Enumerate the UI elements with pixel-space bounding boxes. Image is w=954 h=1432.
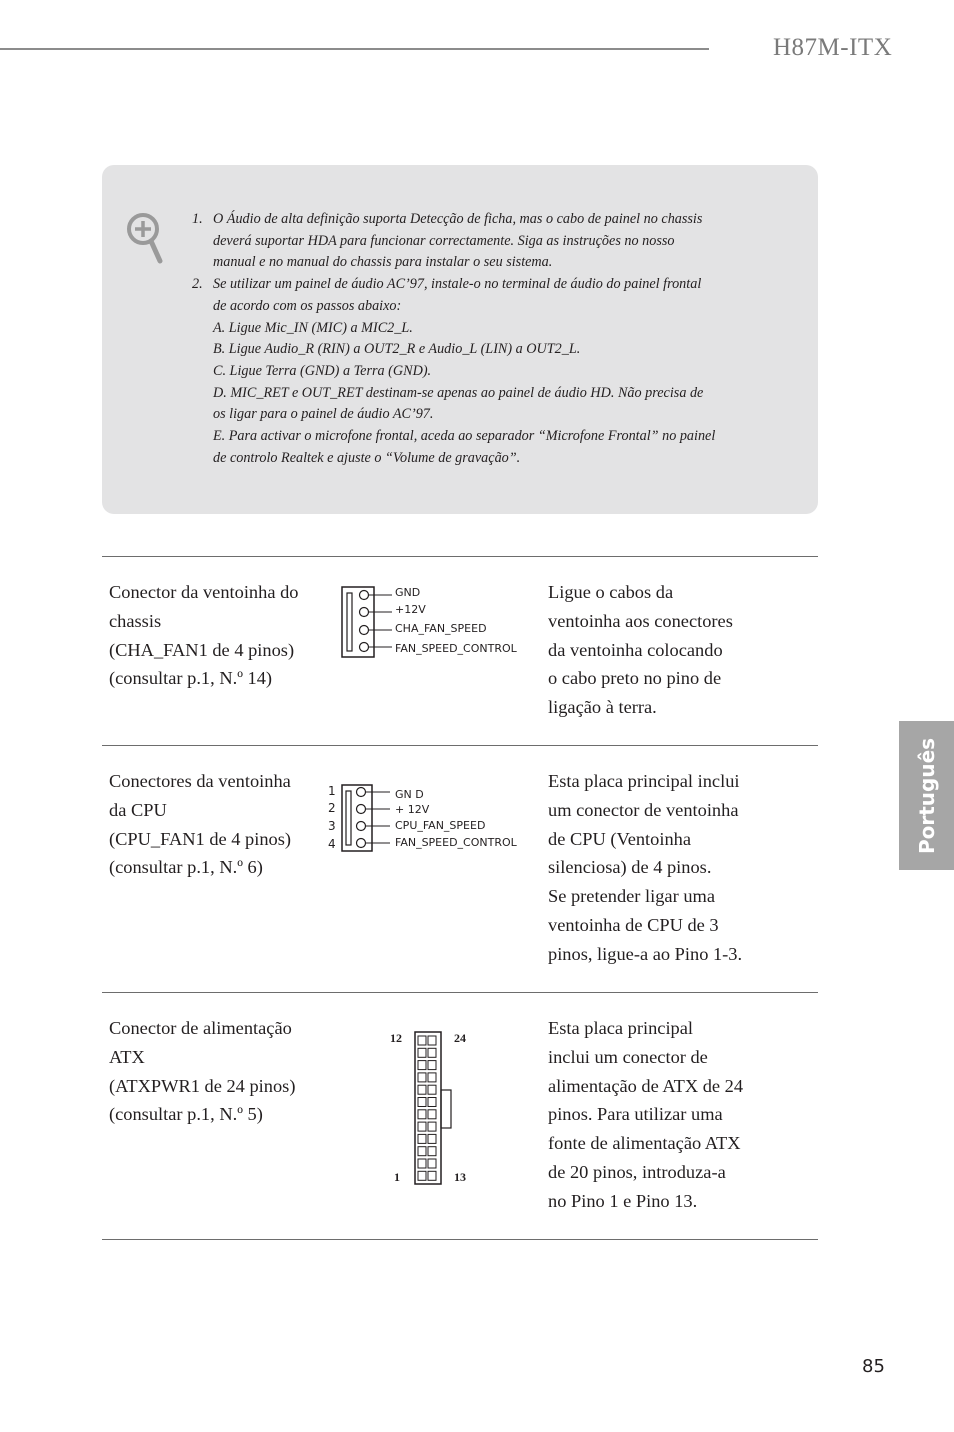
chassis-fan-connector-diagram — [340, 585, 540, 661]
desc-line: ventoinha aos conectores — [548, 610, 733, 631]
note-line: E. Para activar o microfone frontal, aceda ao separador “Microfone Frontal” no painel — [213, 428, 716, 445]
pin-label-gnd: GND — [395, 586, 421, 599]
desc-line: alimentação de ATX de 24 — [548, 1075, 744, 1096]
note-line: os ligar para o painel de áudio AC’97. — [213, 406, 434, 423]
atx-pin-13: 13 — [454, 1170, 466, 1184]
atx-pin — [428, 1134, 436, 1143]
atx-pin — [418, 1110, 426, 1119]
cpu-fan-connector-diagram — [326, 784, 536, 854]
desc-line: um conector de ventoinha — [548, 799, 739, 820]
atx-pin — [428, 1122, 436, 1131]
note-text — [213, 274, 752, 469]
atx-pin — [428, 1098, 436, 1107]
note-line: B. Ligue Audio_R (RIN) a OUT2_R e Audio_L (LIN) a OUT2_L. — [213, 341, 581, 358]
pin-label-12v: + 12V — [395, 803, 430, 816]
atx-pin — [418, 1122, 426, 1131]
pin-number: 4 — [328, 837, 336, 851]
desc-line: o cabo preto no pino de — [548, 668, 722, 689]
note-line: Se utilizar um painel de áudio AC’97, instale-o no terminal de áudio do painel frontal — [213, 276, 702, 293]
atx-pin — [418, 1134, 426, 1143]
atx-pin — [428, 1110, 436, 1119]
pin-label-fan-control: FAN_SPEED_CONTROL — [395, 836, 517, 849]
label-line: (ATXPWR1 de 24 pinos) — [109, 1075, 296, 1096]
language-tab-label: Português — [914, 737, 939, 854]
cpu-fan-description — [548, 767, 768, 969]
atx-pin — [428, 1073, 436, 1082]
label-line: Conector da ventoinha do — [109, 582, 299, 602]
desc-line: Ligue o cabos da — [548, 582, 674, 602]
atx-pin-24: 24 — [454, 1031, 466, 1045]
label-line: (consultar p.1, N.º 6) — [109, 857, 263, 878]
atx-pin — [418, 1036, 426, 1045]
chassis-fan-label — [109, 578, 324, 693]
note-line: deverá suportar HDA para funcionar correctamente. Siga as instruções no nosso — [213, 232, 675, 249]
row-divider — [102, 992, 818, 993]
atx-pin — [418, 1073, 426, 1082]
atx-pin-12: 12 — [390, 1031, 402, 1045]
desc-line: pinos. Para utilizar uma — [548, 1104, 723, 1125]
atx-power-label — [109, 1014, 324, 1129]
note-item — [192, 274, 752, 469]
atx-power-description — [548, 1014, 768, 1216]
note-number: 2. — [192, 276, 203, 293]
atx-pin — [418, 1171, 426, 1180]
pin-label-fan-control: FAN_SPEED_CONTROL — [395, 642, 517, 655]
pin-label-fan-speed: CHA_FAN_SPEED — [395, 622, 487, 635]
note-line: de acordo com os passos abaixo: — [213, 297, 402, 314]
atx-pin — [418, 1061, 426, 1070]
cpu-fan-label — [109, 767, 324, 882]
label-line: (consultar p.1, N.º 14) — [109, 668, 273, 689]
language-tab — [899, 721, 954, 870]
chassis-fan-description — [548, 578, 768, 722]
atx-pin — [428, 1171, 436, 1180]
fan-header-shape — [340, 585, 400, 661]
label-line: Conector de alimentação — [109, 1018, 292, 1038]
desc-line: inclui um conector de — [548, 1046, 708, 1067]
desc-line: ligação à terra. — [548, 697, 657, 718]
pin-number: 1 — [328, 784, 336, 798]
label-line: Conectores da ventoinha — [109, 771, 291, 791]
note-text — [213, 209, 752, 274]
desc-line: silenciosa) de 4 pinos. — [548, 857, 712, 878]
atx-power-connector-diagram — [388, 1030, 478, 1190]
desc-line: no Pino 1 e Pino 13. — [548, 1190, 698, 1211]
label-line: (consultar p.1, N.º 5) — [109, 1104, 263, 1125]
label-line: ATX — [109, 1046, 145, 1067]
model-title: H87M-ITX — [773, 34, 893, 61]
pin-number: 3 — [328, 819, 336, 833]
desc-line: de 20 pinos, introduza-a — [548, 1161, 726, 1182]
atx-pin-1: 1 — [394, 1170, 400, 1184]
note-line: de controlo Realtek e ajuste o “Volume de gravação”. — [213, 449, 521, 466]
label-line: chassis — [109, 610, 162, 631]
label-line: da CPU — [109, 799, 167, 820]
desc-line: Esta placa principal inclui — [548, 771, 740, 791]
atx-pin — [418, 1085, 426, 1094]
atx-pin — [428, 1085, 436, 1094]
note-item — [192, 209, 752, 274]
pin-label-12v: +12V — [395, 603, 426, 616]
note-box — [102, 165, 818, 514]
atx-header-shape — [412, 1030, 482, 1190]
note-line: D. MIC_RET e OUT_RET destinam-se apenas ao painel de áudio HD. Não precisa de — [213, 384, 704, 401]
desc-line: de CPU (Ventoinha — [548, 828, 692, 849]
desc-line: Se pretender ligar uma — [548, 886, 715, 907]
note-number: 1. — [192, 211, 203, 227]
desc-line: fonte de alimentação ATX — [548, 1133, 741, 1154]
note-line: O Áudio de alta definição suporta Detecção de ficha, mas o cabo de painel no chassis — [213, 211, 703, 227]
desc-line: ventoinha de CPU de 3 — [548, 914, 719, 935]
row-divider — [102, 745, 818, 746]
pin-label-fan-speed: CPU_FAN_SPEED — [395, 819, 486, 832]
label-line: (CHA_FAN1 de 4 pinos) — [109, 639, 295, 660]
pin-label-gnd: GN D — [395, 788, 424, 801]
header-rule — [0, 48, 709, 50]
atx-pin — [428, 1061, 436, 1070]
magnifier-plus-icon — [126, 211, 166, 267]
atx-pin — [428, 1147, 436, 1156]
atx-pin — [418, 1147, 426, 1156]
atx-pin — [418, 1098, 426, 1107]
label-line: (CPU_FAN1 de 4 pinos) — [109, 828, 292, 849]
row-divider — [102, 1239, 818, 1240]
pin-number: 2 — [328, 801, 336, 815]
note-line: manual e no manual do chassis para instalar o seu sistema. — [213, 254, 553, 271]
atx-pin — [428, 1036, 436, 1045]
row-divider — [102, 556, 818, 557]
desc-line: Esta placa principal — [548, 1018, 694, 1038]
atx-pin — [428, 1048, 436, 1057]
atx-pin — [428, 1159, 436, 1168]
desc-line: da ventoinha colocando — [548, 639, 723, 660]
atx-pin — [418, 1048, 426, 1057]
desc-line: pinos, ligue-a ao Pino 1-3. — [548, 943, 743, 964]
note-line: A. Ligue Mic_IN (MIC) a MIC2_L. — [213, 319, 413, 336]
page-number: 85 — [862, 1356, 885, 1377]
atx-pin — [418, 1159, 426, 1168]
note-line: C. Ligue Terra (GND) a Terra (GND). — [213, 362, 432, 379]
note-list — [192, 209, 752, 469]
